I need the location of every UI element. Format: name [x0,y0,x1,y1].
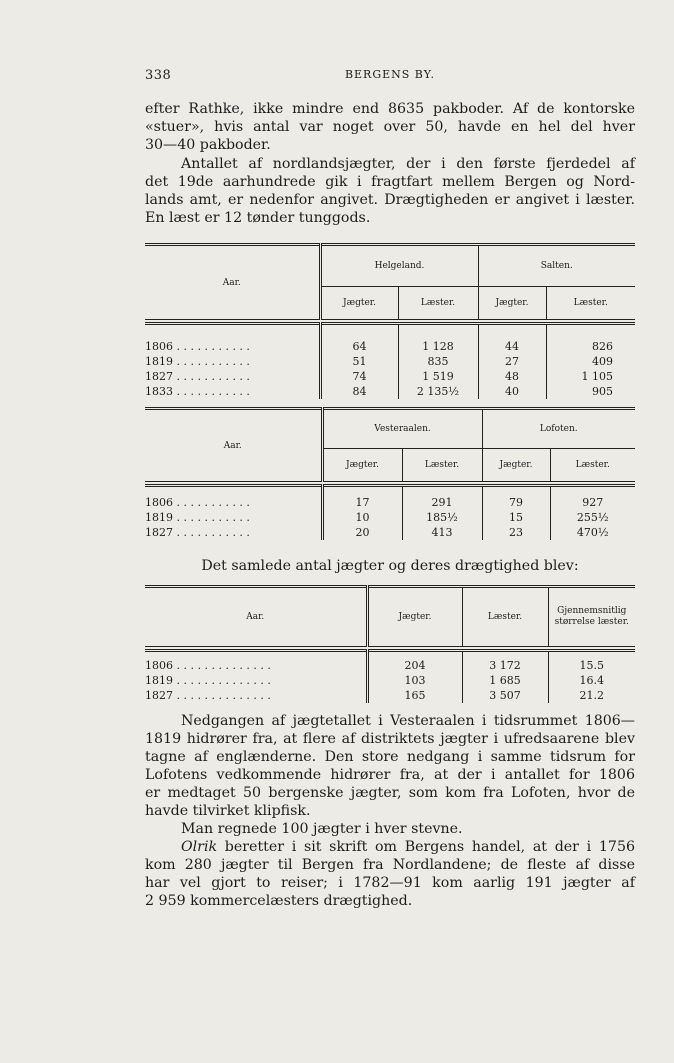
text-line: Antallet af nordlandsjægter, der i den første fjerdedel af [181,156,635,172]
paragraph-stevne [145,820,635,838]
cell: 40 [478,384,546,399]
text-line: kom 280 jægter til Bergen fra Nordlandene; de fleste af disse [145,857,635,873]
table-row: 1833 . . . . . . . . . . . 84 2 135½ 40 905 [145,384,635,399]
text-line: har vel gjort to reiser; i 1782—91 kom aarlig 191 jægter af [145,875,635,891]
cell: 23 [482,525,550,540]
cell: 79 [482,486,550,511]
cell: 15.5 [548,651,635,674]
column-header: Gjennemsnitlig størrelse læster. [548,587,635,647]
cell: 44 [478,324,546,355]
text-line: En læst er 12 tønder tunggods. [145,210,371,226]
table-row: 1819 . . . . . . . . . . . 51 835 27 409 [145,354,635,369]
table-row: 1806 . . . . . . . . . . . 64 1 128 44 826 [145,324,635,355]
cell: 20 [322,525,402,540]
cell: 3 172 [462,651,548,674]
cell: 16.4 [548,673,635,688]
cell: 255½ [550,510,635,525]
cell: 291 [402,486,482,511]
table-row: 1819 . . . . . . . . . . . . . . 103 1 685 16.4 [145,673,635,688]
column-header: Jægter. [322,449,402,482]
text-line: efter Rathke, ikke mindre end 8635 pakboder. Af de kontorske [145,101,635,117]
table-row: 1827 . . . . . . . . . . . 74 1 519 48 1 105 [145,369,635,384]
cell: 10 [322,510,402,525]
cell: 21.2 [548,688,635,703]
year-cell: 1827 [145,370,173,383]
column-header: Læster. [402,449,482,482]
column-header: Jægter. [478,287,546,320]
year-cell: 1806 [145,340,173,353]
cell: 1 519 [398,369,478,384]
cell: 165 [367,688,462,703]
cell: 48 [478,369,546,384]
cell: 470½ [550,525,635,540]
page-header [145,68,635,86]
year-cell: 1827 [145,526,173,539]
paragraph-nordlandsjaegter [145,155,635,227]
text-line: Man regnede 100 jægter i hver stevne. [181,821,463,837]
table-row: 1827 . . . . . . . . . . . 20 413 23 470½ [145,525,635,540]
year-header: Aar. [145,587,367,647]
cell: 17 [322,486,402,511]
year-header: Aar. [145,245,320,320]
table-row: 1819 . . . . . . . . . . . 10 185½ 15 255½ [145,510,635,525]
cell: 1 105 [546,369,635,384]
paragraph-pakboder [145,100,635,154]
group-header-lofoten: Lofoten. [482,409,635,449]
column-header: Læster. [462,587,548,647]
cell: 1 685 [462,673,548,688]
year-cell: 1819 [145,511,173,524]
cell: 103 [367,673,462,688]
text-line: lands amt, er nedenfor angivet. Drægtigheden er angivet i læster. [145,192,635,208]
column-header: Jægter. [320,287,398,320]
column-header: Jægter. [482,449,550,482]
text-line: 30—40 pakboder. [145,137,271,153]
text-span: beretter i sit skrift om Bergens handel, at der i 1756 [217,839,635,855]
cell: 3 507 [462,688,548,703]
year-header: Aar. [145,409,322,482]
year-cell: 1806 [145,496,173,509]
year-cell: 1819 [145,674,173,687]
text-line: havde tilvirket klipfisk. [145,803,311,819]
table-totals [145,585,635,703]
cell: 51 [320,354,398,369]
cell: 15 [482,510,550,525]
cell: 204 [367,651,462,674]
text-line: det 19de aarhundrede gik i fragtfart mellem Bergen og Nord- [145,174,635,190]
column-header: Læster. [546,287,635,320]
cell: 826 [546,324,635,355]
table-caption: Det samlede antal jægter og deres drægtighed blev: [201,558,579,574]
text-line: 1819 hidrører fra, at flere af distriktets jægter i ufredsaarene blev [145,731,635,747]
cell: 927 [550,486,635,511]
cell: 835 [398,354,478,369]
text-line: Nedgangen af jægtetallet i Vesteraalen i tidsrummet 1806— [181,713,635,729]
cell: 1 128 [398,324,478,355]
table-vesteraalen-lofoten [145,407,635,540]
text-line: tagne af englænderne. Den store nedgang i samme tidsrum for [145,749,635,765]
author-name: Olrik [181,839,218,855]
year-cell: 1833 [145,385,173,398]
year-cell: 1819 [145,355,173,368]
year-cell: 1806 [145,659,173,672]
column-header: Jægter. [367,587,462,647]
cell: 185½ [402,510,482,525]
table-row: 1806 . . . . . . . . . . . . . . 204 3 172 15.5 [145,651,635,674]
column-header: Læster. [398,287,478,320]
cell: 27 [478,354,546,369]
table-row: 1806 . . . . . . . . . . . 17 291 79 927 [145,486,635,511]
group-header-salten: Salten. [478,245,635,287]
year-cell: 1827 [145,689,173,702]
group-header-vesteraalen: Vesteraalen. [322,409,482,449]
running-title: BERGENS BY. [344,68,436,81]
page-number: 338 [145,68,172,83]
text-line [145,838,635,856]
cell: 2 135½ [398,384,478,399]
paragraph-olrik [145,838,635,910]
table-row: 1827 . . . . . . . . . . . . . . 165 3 507 21.2 [145,688,635,703]
text-line: 2 959 kommercelæsters drægtighed. [145,893,413,909]
text-line: Lofotens vedkommende hidrører fra, at der i antallet for 1806 [145,767,635,783]
table-helgeland-salten [145,243,635,399]
cell: 64 [320,324,398,355]
cell: 413 [402,525,482,540]
cell: 409 [546,354,635,369]
text-line: er medtaget 50 bergenske jægter, som kom fra Lofoten, hvor de [145,785,635,801]
cell: 74 [320,369,398,384]
cell: 905 [546,384,635,399]
group-header-helgeland: Helgeland. [320,245,478,287]
cell: 84 [320,384,398,399]
text-line: «stuer», hvis antal var noget over 50, havde en hel del hver [145,119,635,135]
paragraph-nedgangen [145,712,635,820]
column-header: Læster. [550,449,635,482]
